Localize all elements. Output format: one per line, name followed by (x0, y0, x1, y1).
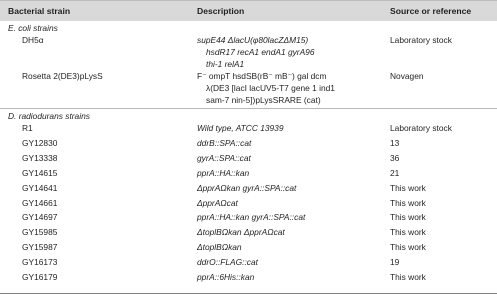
strain-dh5a: DH5α (22, 35, 44, 45)
dr-description: pprA::HA::kan (197, 168, 250, 178)
source-dh5a: Laboratory stock (390, 35, 452, 45)
dr-strain: GY15985 (22, 227, 58, 237)
dr-source: This work (390, 272, 426, 282)
header-strain: Bacterial strain (8, 6, 71, 16)
dr-source: This work (390, 198, 426, 208)
dr-description: ΔtoplBΩkan ΔpprAΩcat (197, 227, 285, 237)
dr-strain: GY15987 (22, 242, 58, 252)
dr-strain: GY14615 (22, 168, 58, 178)
header-source: Source or reference (390, 6, 472, 16)
desc-rosetta-line2: λ(DE3 [lacI lacUV5-T7 gene 1 ind1 (206, 83, 335, 93)
dr-description: pprA::6His::kan (197, 272, 255, 282)
dr-source: This work (390, 212, 426, 222)
dr-strain: GY14661 (22, 198, 58, 208)
desc-rosetta-line3: sam-7 nin-5])pLysSRARE (cat) (206, 95, 321, 105)
dr-description: gyrA::SPA::cat (197, 153, 251, 163)
table-header (0, 0, 497, 21)
section-title-dr: D. radiodurans strains (8, 111, 90, 121)
dr-source: 21 (390, 168, 400, 178)
table-bottom-rule (0, 293, 497, 294)
dr-source: This work (390, 227, 426, 237)
dr-description: ddrO::FLAG::cat (197, 257, 258, 267)
header-description: Description (197, 6, 245, 16)
dr-description: ΔpprAΩcat (197, 198, 238, 208)
dr-description: pprA::HA::kan gyrA::SPA::cat (197, 212, 306, 222)
desc-rosetta-line1: F⁻ ompT hsdSB(rB⁻ mB⁻) gal dcm (197, 71, 327, 81)
dr-strain: GY16179 (22, 272, 58, 282)
desc-dh5a-line3: thi-1 relA1 (206, 59, 245, 69)
dr-strain: R1 (22, 123, 33, 133)
dr-description: ΔtoplBΩkan (197, 242, 242, 252)
dr-description: ΔpprAΩkan gyrA::SPA::cat (197, 183, 297, 193)
dr-strain: GY16173 (22, 257, 58, 267)
desc-dh5a-line2: hsdR17 recA1 endA1 gyrA96 (206, 47, 315, 57)
dr-source: This work (390, 183, 426, 193)
section-title-ecoli: E. coli strains (8, 23, 58, 33)
strain-rosetta: Rosetta 2(DE3)pLysS (22, 71, 103, 81)
dr-description: ddrB::SPA::cat (197, 138, 252, 148)
section-divider (0, 108, 497, 109)
source-rosetta: Novagen (390, 71, 424, 81)
dr-description: Wild type, ATCC 13939 (197, 123, 284, 133)
dr-strain: GY12830 (22, 138, 58, 148)
dr-strain: GY14641 (22, 183, 58, 193)
dr-source: Laboratory stock (390, 123, 452, 133)
dr-source: This work (390, 242, 426, 252)
dr-strain: GY14697 (22, 212, 58, 222)
dr-source: 19 (390, 257, 400, 267)
desc-dh5a-line1: supE44 ΔlacU(φ80lacZΔM15) (197, 35, 309, 45)
dr-source: 13 (390, 138, 400, 148)
dr-source: 36 (390, 153, 400, 163)
dr-strain: GY13338 (22, 153, 58, 163)
